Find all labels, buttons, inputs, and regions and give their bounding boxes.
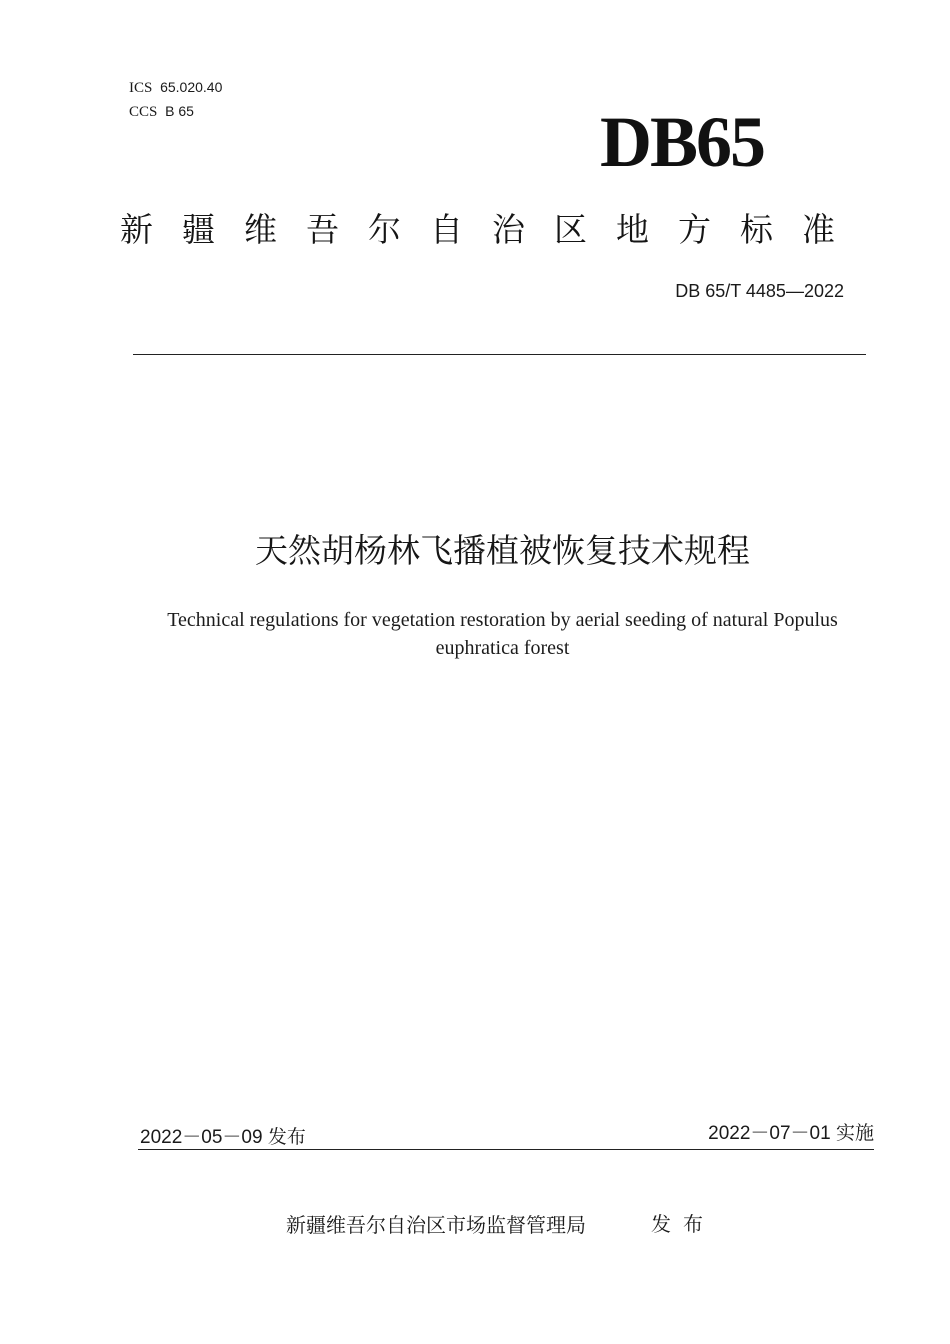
standard-type-heading: 新疆维吾尔自治区地方标准: [120, 210, 864, 249]
classification-block: [129, 76, 222, 124]
document-title-english: Technical regulations for vegetation restoration by aerial seeding of natural Populus euphratica forest: [167, 609, 838, 659]
logo-text: DB65: [600, 102, 765, 182]
document-title-chinese: 天然胡杨林飞播植被恢复技术规程: [255, 531, 750, 570]
ics-code: 65.020.40: [160, 79, 223, 95]
ics-label: ICS: [129, 80, 153, 96]
ics-line: [129, 76, 222, 100]
implementation-suffix: 实施: [835, 1122, 874, 1144]
standard-number: DB 65/T 4485—2022: [675, 281, 844, 301]
issue-date: 2022－05－09: [140, 1127, 263, 1148]
implementation-date: 2022－07－01: [708, 1123, 831, 1144]
publisher-name: 新疆维吾尔自治区市场监督管理局: [286, 1213, 586, 1237]
footer-divider: [138, 1149, 874, 1150]
ccs-line: [129, 100, 222, 124]
ccs-code: B 65: [165, 103, 194, 119]
issue-date-line: [140, 1124, 306, 1151]
issue-suffix: 发布: [267, 1126, 306, 1148]
publish-label: 发布: [651, 1212, 715, 1236]
implementation-date-line: [708, 1120, 874, 1147]
header-divider: [133, 354, 866, 355]
ccs-label: CCS: [129, 104, 158, 120]
db65-logo: [600, 102, 764, 182]
